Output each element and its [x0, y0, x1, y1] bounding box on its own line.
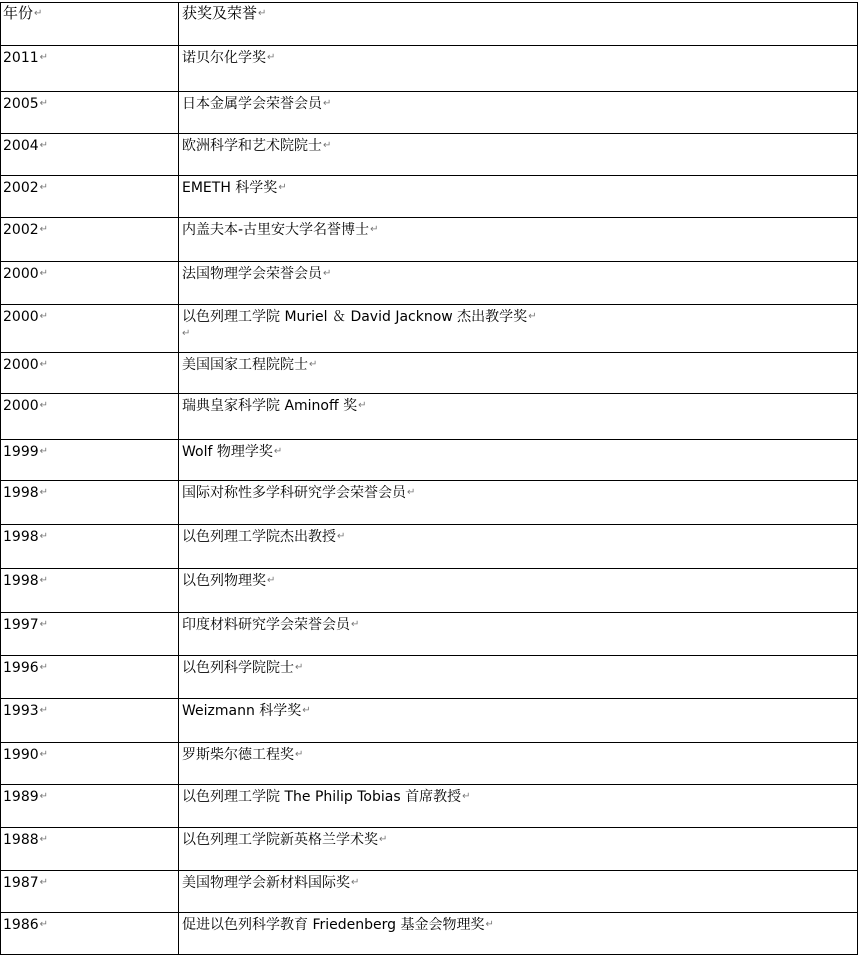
award-cell	[179, 305, 858, 353]
year-cell	[1, 46, 179, 92]
paragraph-mark-icon: ↵	[379, 834, 388, 845]
paragraph-mark-icon: ↵	[273, 446, 283, 457]
paragraph-mark-icon: ↵	[295, 662, 304, 673]
paragraph-mark-icon: ↵	[39, 662, 49, 673]
paragraph-mark-icon: ↵	[39, 446, 49, 457]
table-row	[1, 613, 858, 656]
table-row	[1, 353, 858, 394]
year-text: 1987	[3, 875, 39, 891]
award-cell	[179, 743, 858, 785]
year-cell	[1, 699, 179, 743]
award-text: 国际对称性多学科研究学会荣誉会员	[182, 485, 406, 501]
year-cell	[1, 92, 179, 134]
year-text: 1993	[3, 703, 39, 719]
paragraph-mark-icon: ↵	[39, 487, 49, 498]
award-text: 促进以色列科学教育 Friedenberg 基金会物理奖	[182, 917, 485, 933]
year-cell	[1, 394, 179, 440]
award-text: 内盖夫本-古里安大学名誉博士	[182, 222, 370, 238]
paragraph-mark-icon: ↵	[528, 311, 537, 322]
table-row	[1, 92, 858, 134]
paragraph-mark-icon: ↵	[462, 791, 471, 802]
awards-table	[0, 2, 858, 955]
table-row	[1, 46, 858, 92]
year-cell	[1, 353, 179, 394]
award-text: 印度材料研究学会荣誉会员	[182, 617, 350, 633]
year-text: 2004	[3, 138, 39, 154]
year-cell	[1, 656, 179, 699]
year-text: 2000	[3, 398, 39, 414]
award-cell	[179, 525, 858, 569]
paragraph-mark-icon: ↵	[323, 268, 332, 279]
award-text: 瑞典皇家科学院 Aminoff 奖	[182, 398, 358, 414]
paragraph-mark-icon: ↵	[34, 7, 43, 19]
table-row	[1, 743, 858, 785]
paragraph-mark-icon: ↵	[39, 98, 49, 109]
paragraph-mark-icon: ↵	[39, 140, 49, 151]
table-row	[1, 871, 858, 913]
year-text: 1999	[3, 444, 39, 460]
paragraph-mark-icon: ↵	[337, 531, 346, 542]
award-text: 以色列科学院院士	[182, 660, 294, 676]
year-cell	[1, 525, 179, 569]
award-cell	[179, 176, 858, 218]
year-text: 2000	[3, 309, 39, 325]
year-text: 1998	[3, 573, 39, 589]
paragraph-mark-icon: ↵	[39, 531, 49, 542]
paragraph-mark-icon: ↵	[358, 400, 367, 411]
award-cell	[179, 218, 858, 262]
award-cell	[179, 440, 858, 481]
award-text: 诺贝尔化学奖	[182, 50, 266, 66]
award-text: 以色列理工学院新英格兰学术奖	[182, 832, 378, 848]
paragraph-mark-icon: ↵	[295, 749, 304, 760]
table-row	[1, 262, 858, 305]
year-cell	[1, 871, 179, 913]
header-year-cell	[1, 3, 179, 46]
paragraph-mark-icon: ↵	[39, 224, 49, 235]
year-text: 1986	[3, 917, 39, 933]
year-text: 2000	[3, 357, 39, 373]
award-text: Weizmann 科学奖	[182, 703, 302, 719]
table-row	[1, 913, 858, 955]
award-cell	[179, 569, 858, 613]
year-text: 2002	[3, 180, 39, 196]
paragraph-mark-icon: ↵	[267, 52, 276, 63]
year-cell	[1, 569, 179, 613]
year-cell	[1, 218, 179, 262]
award-cell	[179, 394, 858, 440]
year-text: 1996	[3, 660, 39, 676]
table-header-row	[1, 3, 858, 46]
table-row	[1, 785, 858, 828]
paragraph-mark-icon: ↵	[323, 140, 332, 151]
paragraph-mark-icon: ↵	[309, 359, 318, 370]
year-cell	[1, 440, 179, 481]
table-row	[1, 481, 858, 525]
award-cell	[179, 46, 858, 92]
paragraph-mark-icon: ↵	[39, 919, 49, 930]
award-cell	[179, 828, 858, 871]
year-text: 1997	[3, 617, 39, 633]
award-text: 日本金属学会荣誉会员	[182, 96, 322, 112]
award-cell	[179, 613, 858, 656]
paragraph-mark-icon: ↵	[39, 400, 49, 411]
paragraph-mark-icon: ↵	[39, 705, 49, 716]
year-text: 1988	[3, 832, 39, 848]
table-row	[1, 305, 858, 353]
paragraph-mark-icon: ↵	[39, 311, 49, 322]
year-cell	[1, 613, 179, 656]
paragraph-mark-icon: ↵	[39, 359, 49, 370]
award-text: 美国国家工程院院士	[182, 357, 308, 373]
paragraph-mark-icon: ↵	[370, 224, 379, 235]
paragraph-mark-icon: ↵	[39, 791, 49, 802]
award-cell	[179, 913, 858, 955]
paragraph-mark-icon: ↵	[351, 877, 360, 888]
award-cell	[179, 353, 858, 394]
year-cell	[1, 743, 179, 785]
year-cell	[1, 176, 179, 218]
paragraph-mark-icon: ↵	[39, 182, 49, 193]
award-cell	[179, 481, 858, 525]
paragraph-mark-icon: ↵	[258, 7, 267, 19]
award-cell	[179, 656, 858, 699]
award-text: 以色列理工学院 The Philip Tobias 首席教授	[182, 789, 462, 805]
awards-table-body	[1, 3, 858, 955]
award-text: Wolf 物理学奖	[182, 444, 273, 460]
paragraph-mark-icon: ↵	[39, 52, 49, 63]
paragraph-mark-icon: ↵	[39, 575, 49, 586]
paragraph-mark-icon: ↵	[351, 619, 360, 630]
award-text: 以色列物理奖	[182, 573, 266, 589]
year-cell	[1, 785, 179, 828]
header-year-label: 年份	[3, 4, 34, 22]
paragraph-mark-icon: ↵	[39, 877, 49, 888]
award-cell	[179, 134, 858, 176]
paragraph-mark-icon: ↵	[39, 619, 49, 630]
year-text: 1998	[3, 485, 39, 501]
year-cell	[1, 134, 179, 176]
year-text: 1989	[3, 789, 39, 805]
year-text: 1998	[3, 529, 39, 545]
table-row	[1, 828, 858, 871]
table-row	[1, 394, 858, 440]
year-cell	[1, 481, 179, 525]
year-cell	[1, 913, 179, 955]
paragraph-mark-icon: ↵	[267, 575, 276, 586]
table-row	[1, 176, 858, 218]
paragraph-mark-icon: ↵	[302, 705, 311, 716]
award-text: EMETH 科学奖	[182, 180, 278, 196]
award-cell	[179, 785, 858, 828]
award-text: 美国物理学会新材料国际奖	[182, 875, 350, 891]
year-cell	[1, 828, 179, 871]
award-cell	[179, 871, 858, 913]
award-text: 以色列理工学院杰出教授	[182, 529, 336, 545]
table-row	[1, 525, 858, 569]
paragraph-mark-icon: ↵	[39, 268, 49, 279]
year-text: 2011	[3, 50, 39, 66]
table-row	[1, 134, 858, 176]
year-cell	[1, 262, 179, 305]
header-award-cell	[179, 3, 858, 46]
table-row	[1, 218, 858, 262]
year-text: 2002	[3, 222, 39, 238]
award-text: 欧洲科学和艺术院院士	[182, 138, 322, 154]
year-text: 1990	[3, 747, 39, 763]
paragraph-mark-icon: ↵	[39, 749, 49, 760]
table-row	[1, 569, 858, 613]
paragraph-mark-icon: ↵	[485, 919, 494, 930]
paragraph-mark-icon: ↵	[407, 487, 416, 498]
year-text: 2005	[3, 96, 39, 112]
award-cell	[179, 262, 858, 305]
paragraph-mark-icon: ↵	[182, 328, 191, 339]
award-text: 以色列理工学院 Muriel ＆ David Jacknow 杰出教学奖	[182, 309, 528, 325]
table-row	[1, 440, 858, 481]
award-text: 罗斯柴尔德工程奖	[182, 747, 294, 763]
year-cell	[1, 305, 179, 353]
paragraph-mark-icon: ↵	[278, 182, 287, 193]
award-text: 法国物理学会荣誉会员	[182, 266, 322, 282]
award-cell	[179, 92, 858, 134]
paragraph-mark-icon: ↵	[39, 834, 49, 845]
header-award-label: 获奖及荣誉	[182, 4, 258, 22]
table-row	[1, 699, 858, 743]
paragraph-mark-icon: ↵	[323, 98, 332, 109]
award-cell	[179, 699, 858, 743]
table-row	[1, 656, 858, 699]
year-text: 2000	[3, 266, 39, 282]
